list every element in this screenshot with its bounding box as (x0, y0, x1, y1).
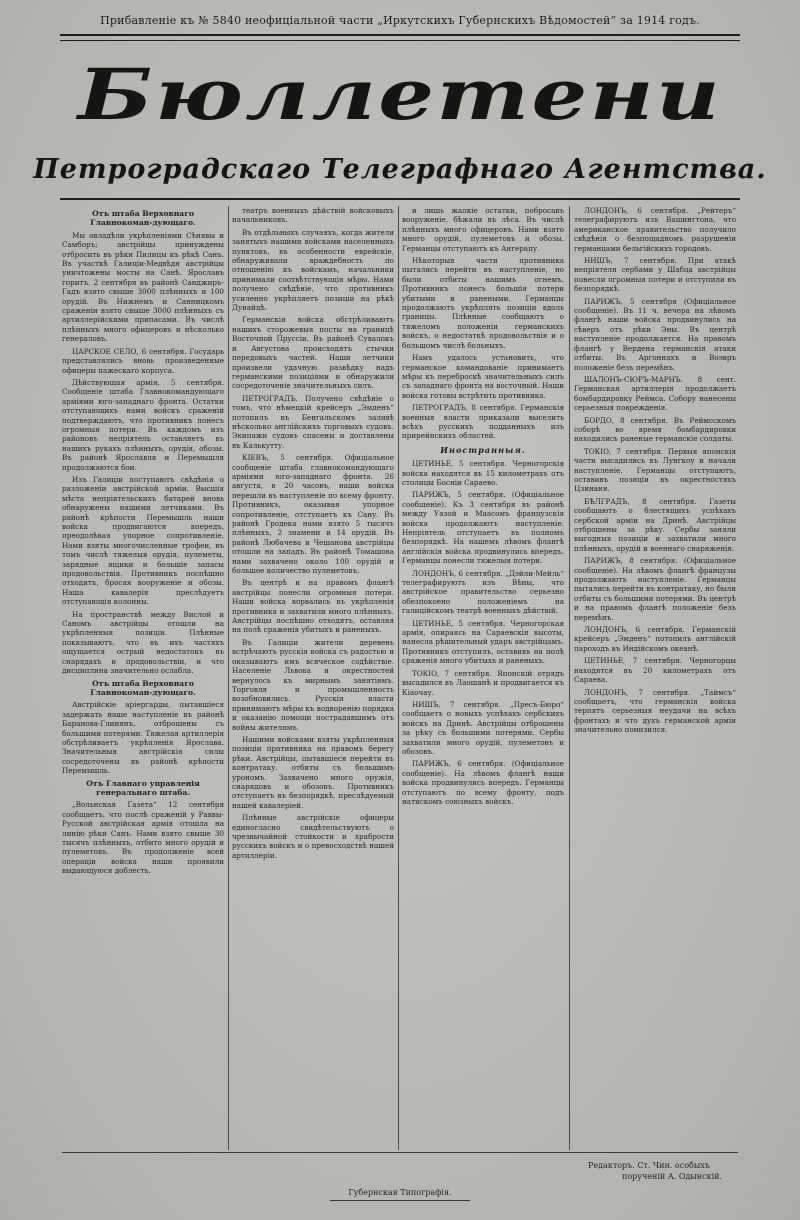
article-paragraph: ЛОНДОНЪ, 6 сентября. „Рейтеръ“ телеграфируютъ изъ Вашингтона, что американское правительство получило свѣдѣнія о безпощадномъ разрушеніи германцами бельгійскихъ городовъ. (574, 206, 736, 253)
article-paragraph: БѢЛГРАДЪ, 8 сентября. Газеты сообщаютъ о блестящихъ успѣхахъ сербской арміи на Дринѣ. Австрійцы отброшены за рѣку. Сербы заняли выгодныя позиціи и захватили много плѣнныхъ, орудій и военнаго снаряженія. (574, 496, 736, 553)
article-paragraph: ТОКІО, 7 сентября. Первыя японскія части высадились въ Лунгкоу и начали наступленіе. Германцы отступаютъ, оставивъ позиціи въ окрестностяхъ Цзинаня. (574, 446, 736, 494)
article-heading: Отъ штаба Верховнаго Главнокоман-дующаго. (90, 678, 196, 697)
column-3 (402, 206, 564, 1150)
bottom-rule (62, 1152, 738, 1153)
article-paragraph: ПАРИЖЪ, 5 сентября (Офиціальное сообщеніе). Въ 11 ч. вечера на лѣвомъ флангѣ наши войска продвинулись на сѣверъ отъ рѣки Эны. Въ центрѣ наступленіе продолжается. На правомъ флангѣ у Вердена германскія атаки отбиты. Въ Аргоннахъ и Воэвръ положеніе безъ перемѣнъ. (574, 296, 736, 372)
column-1 (62, 206, 224, 1150)
masthead-subtitle: Петроградскаго Телеграфнаго Агентства. (33, 154, 767, 185)
article-paragraph: ПАРИЖЪ, 6 сентября. (Офиціальное сообщеніе). На лѣвомъ флангѣ наши войска продвинулись впередъ. Германцы отступаютъ по всему фронту, подъ натискомъ союзныхъ войскъ. (402, 759, 564, 806)
article-paragraph: ТОКІО, 7 сентября. Японскій отрядъ высадился въ Лаошанѣ и продвигается къ Кіаочау. (402, 668, 564, 697)
column-divider (569, 206, 570, 1150)
article-paragraph: НИШЪ, 7 сентября. При атакѣ непріятеля сербами у Шабца австрійцы понесли огромныя потери и отступили въ безпорядкѣ. (574, 256, 736, 294)
article-paragraph: Мы овладѣли укрѣпленіями Сѣнявы и Самборъ; австрійцы принуждены отбросить въ рѣки Пилицы къ рѣкѣ Санъ. Въ участкѣ Галиціи-Медвѣдя австрійцы уничтожены мосты на Санѣ. Ярославъ горитъ. 2 сентября въ районѣ Санджиръ-Гадъ взято свыше 3000 плѣнныхъ и 100 орудій. Въ Нижнемъ и Санницкомъ сраженіи взято свыше 3000 плѣнныхъ съ артиллерійскими припасами. Въ числѣ плѣнныхъ много офицеровъ и нѣсколько генераловъ. (62, 230, 224, 344)
article-paragraph: ЛОНДОНЪ, 7 сентября. „Таймсъ“ сообщаетъ, что германскія войска терпятъ серьезныя неудачи на всѣхъ фронтахъ и что духъ германской арміи значительно понизился. (574, 687, 736, 735)
article-paragraph: театръ военныхъ дѣйствій войсковыхъ начальниковъ. (232, 206, 394, 225)
column-4 (574, 206, 736, 1150)
top-rule-thin (60, 40, 740, 41)
article-paragraph: ПЕТРОГРАДЪ. Получено свѣдѣніе о томъ, что нѣмецкій крейсеръ „Эмденъ“ потопилъ въ Бенгальскомъ заливѣ нѣсколько англійскихъ торговыхъ судовъ. Экипажи судовъ спасены и доставлены въ Калькутту. (232, 393, 394, 450)
article-paragraph: Нѣкоторыя части противника пытались перейти въ наступленіе, но были отбиты нашимъ огнемъ. Противникъ понесъ большія потери убитыми и ранеными. Германцы продолжаютъ укрѣплять позиціи вдоль границы. Плѣнные сообщаютъ о тяжеломъ положеніи германскихъ войскъ, о недостаткѣ продовольствія и о большомъ числѣ больныхъ. (402, 256, 564, 350)
article-paragraph: КІЕВЪ, 5 сентября. Офиціальное сообщеніе штаба главнокомандующаго арміями юго-западнаго фронта. 26 августа, в 20 часовъ, наши войска перешли въ наступленіе по всему фронту. Противникъ, оказывая упорное сопротивленіе, отступаетъ къ Сану. Въ районѣ Гродека нами взято 5 тысячъ плѣнныхъ, 2 знамени и 14 орудій. Въ районѣ Любачева и Чешанова австрійцы отошли на западъ. Въ районѣ Томашова нами захвачено около 100 орудій и большое количество пулеметовъ. (232, 453, 394, 576)
article-paragraph: Въ Галиціи жители деревень встрѣчаютъ русскія войска съ радостью и оказываютъ имъ всяческое содѣйствіе. Населеніе Львова и окрестностей вернулось къ мирнымъ занятіямъ. Торговля и промышленность возобновились. Русскія власти принимаютъ мѣры къ водворенію порядка и оказанію помощи пострадавшимъ отъ войны жителямъ. (232, 637, 394, 732)
article-paragraph: ЛОНДОНЪ, 6 сентября. „Дэйли-Мейль“ телеграфируютъ изъ Вѣны, что австрійское правительство серьезно обезпокоено положеніемъ на галиційскомъ театрѣ военныхъ дѣйствій. (402, 568, 564, 616)
column-divider (228, 206, 229, 1150)
article-heading: Отъ Главнаго управленія генеральнаго штаба. (86, 778, 200, 797)
article-paragraph: ПЕТРОГРАДЪ, 8 сентября. Германскія военныя власти приказали выселить всѣхъ русскихъ подданныхъ изъ прирейнскихъ областей. (402, 403, 564, 441)
article-paragraph: Германскія войска обстрѣливаютъ нашихъ сторожевыя посты на границѣ Восточной Пруссіи. Въ районѣ Сувалокъ и Августова происходятъ стычки передовыхъ частей. Наши летчики произвели удачную развѣдку надъ германскими позиціями и обнаружили сосредоточеніе значительныхъ силъ. (232, 315, 394, 391)
editor-line-2: порученій А. Одынскій. (622, 1172, 723, 1181)
article-paragraph: ЦАРСКОЕ СЕЛО, 6 сентября. Государь представлялись вновь произведенные офицеры пажескаго корпуса. (62, 346, 224, 375)
article-paragraph: ПАРИЖЪ, 8 сентября. (Офиціальное сообщеніе). На лѣвомъ флангѣ французы продолжаютъ наступленіе. Германцы пытались перейти въ контратаку, но были отбиты съ большими потерями. Въ центрѣ и на правомъ флангѣ положеніе безъ перемѣнъ. (574, 556, 736, 622)
article-paragraph: Плѣнные австрійскіе офицеры единогласно свидѣтельствуютъ о чрезвычайной стойкости и храбрости русскихъ войскъ и о превосходствѣ нашей артиллеріи. (232, 813, 394, 860)
article-paragraph: „Вольнская Газета“ 12 сентября сообщаетъ, что послѣ сраженій у Раввы-Русской австрійская армія отошла на линію рѣки Санъ. Нами взято свыше 30 тысячъ плѣнныхъ, отбито много орудій и пулеметовъ. Въ продолженіе всей операціи войска наши проявили выдающуюся доблесть. (62, 800, 224, 876)
article-paragraph: НИШЪ, 7 сентября. „Пресъ-Бюро“ сообщаетъ о новыхъ успѣхахъ сербскихъ войскъ на Дринѣ. Австрійцы отброшены за рѣку съ большими потерями. Сербы захватили много орудій, пулеметовъ и обозовъ. (402, 699, 564, 756)
masthead-title: Бюллетени (77, 53, 723, 136)
footer-rule (330, 1200, 470, 1201)
printer-imprint: Губернская Типографія. (348, 1188, 452, 1197)
article-paragraph: Изъ Галиціи поступаютъ свѣдѣнія о разложеніи австрійской арміи. Высшія мѣста непріятельскихъ батарей вновь обнаружены нашими летчиками. Въ районѣ крѣпости Перемышль наши войска продвигаются впередъ, преодолѣвая упорное сопротивленіе. Нами взяты многочисленные трофеи, въ томъ числѣ тяжелыя орудія, пулеметы, зарядные ящики и большіе запасы продовольствія. Противникъ поспѣшно отходитъ, бросая вооруженіе и обозы. Наша кавалерія преслѣдуетъ отступающія колонны. (62, 474, 224, 607)
article-paragraph: ШАЛОНЪ-СЮРЪ-МАРНЪ. 8 сент. Германская артиллерія продолжаетъ бомбардировку Реймса. Собору нанесены серьезныя поврежденія. (574, 374, 736, 413)
article-paragraph: и лишь жалкіе остатки, побросавъ вооруженіе, бѣжали въ лѣса. Въ числѣ плѣнныхъ много офицеровъ. Нами взято много орудій, пулеметовъ и обозы. Германцы отступаютъ къ Ангерапу. (402, 206, 564, 253)
editor-signature (588, 1160, 738, 1182)
article-paragraph: БОРДО, 8 сентября. Въ Реймсскомъ соборѣ во время бомбардировки находились раненые германскіе солдаты. (574, 415, 736, 444)
article-paragraph: ЛОНДОНЪ, 6 сентября. Германскій крейсеръ „Эмденъ“ потопилъ англійскій пароходъ въ Индійскомъ океанѣ. (574, 625, 736, 653)
article-paragraph: ЦЕТИНЬЕ, 5 сентября. Черногорскія войска находятся въ 15 километрахъ отъ столицы Босніи Сараево. (402, 459, 564, 487)
column-2 (232, 206, 394, 1150)
section-heading: Иностранныя. (440, 444, 526, 455)
article-paragraph: ЦЕТИНЬЕ, 5 сентября. Черногорская армія, опираясь на Сараевскія высоты, нанесла рѣшительный ударъ австрійцамъ. Противникъ отступилъ, оставивъ на полѣ сраженія много убитыхъ и раненыхъ. (402, 618, 564, 666)
article-paragraph: Нашими войсками взяты укрѣпленныя позиціи противника на правомъ берегу рѣки. Австрійцы, пытавшіеся перейти въ контратаку, отбиты съ большимъ урономъ. Захвачено много оружія, снарядовъ и обозовъ. Противникъ отступаетъ въ безпорядкѣ, преслѣдуемый нашей кавалеріей. (232, 734, 394, 810)
article-paragraph: На пространствѣ между Вислой и Саномъ австрійцы отошли на укрѣпленныя позиціи. Плѣнные показываютъ, что въ ихъ частяхъ ощущается острый недостатокъ въ снарядахъ и продовольствіи, и что дисциплина значительно ослабла. (62, 609, 224, 676)
supplement-line: Прибавленіе къ № 5840 неофиціальной части „Иркутскихъ Губернскихъ Вѣдомостей“ за 1914 годъ. (100, 14, 700, 27)
top-rule (60, 34, 740, 36)
editor-line-1: Редакторъ. Ст. Чин. особыхъ (588, 1161, 710, 1170)
article-paragraph: Австрійскіе аріергарды, пытавшіеся задержать наше наступленіе въ районѣ Баранова-Глинянъ, отброшены съ большими потерями. Тяжелая артиллерія обстрѣливаетъ укрѣпленія Ярослава. Значительныя австрійскія силы сосредоточены въ районѣ крѣпости Перемышль. (62, 700, 224, 776)
masthead-rule (60, 198, 740, 200)
article-paragraph: ПАРИЖЪ, 5 сентября. (Офиціальное сообщеніе). Къ 3 сентября въ районѣ между Уазой и Маасомъ французскія войска продолжаютъ наступленіе. Непріятель отступаетъ въ полномъ безпорядкѣ. На нашемъ лѣвомъ флангѣ англійскія войска продвинулись впередъ. Германцы понесли тяжелыя потери. (402, 490, 564, 566)
article-heading: Отъ штаба Верховнаго Главнокоман-дующаго. (90, 209, 196, 228)
article-paragraph: Дѣйствующая армія, 5 сентября. Сообщеніе штаба Главнокомандующаго арміями юго-западнаго фронта. Остатки отступающихъ нами войскъ сраженій подтверждаютъ, что противникъ понесъ огромныя потери. Въ каждомъ изъ районовъ непріятель оставляетъ въ нашихъ рукахъ плѣнныхъ, орудія, обозы. Въ районѣ Ярославля и Перемышля продолжаются бои. (62, 377, 224, 472)
article-paragraph: ЦЕТИНЬЕ, 7 сентября. Черногорцы находятся въ 20 километрахъ отъ Сараева. (574, 656, 736, 685)
column-divider (398, 206, 399, 1150)
article-paragraph: Въ отдѣльныхъ случаяхъ, когда жители занятыхъ нашими войсками населенныхъ пунктовъ, въ особенности еврейскіе, обнаруживали враждебность по отношенію къ войскамъ, начальники принимали соотвѣтствующія мѣры. Нами получено свѣдѣніе, что противникъ усиленно укрѣпляетъ позиціи на рѣкѣ Дунайцѣ. (232, 227, 394, 313)
article-paragraph: Въ центрѣ и на правомъ флангѣ австрійцы понесли огромныя потери. Наши войска ворвались въ укрѣпленія противника и захватили много плѣнныхъ. Австрійцы поспѣшно отходятъ, оставляя на полѣ сраженія убитыхъ и раненыхъ. (232, 578, 394, 635)
article-paragraph: Намъ удалось установить, что германское командованіе принимаетъ мѣры къ переброскѣ значительныхъ силъ съ западнаго фронта на восточный. Наши войска готовы встрѣтить противника. (402, 353, 564, 400)
